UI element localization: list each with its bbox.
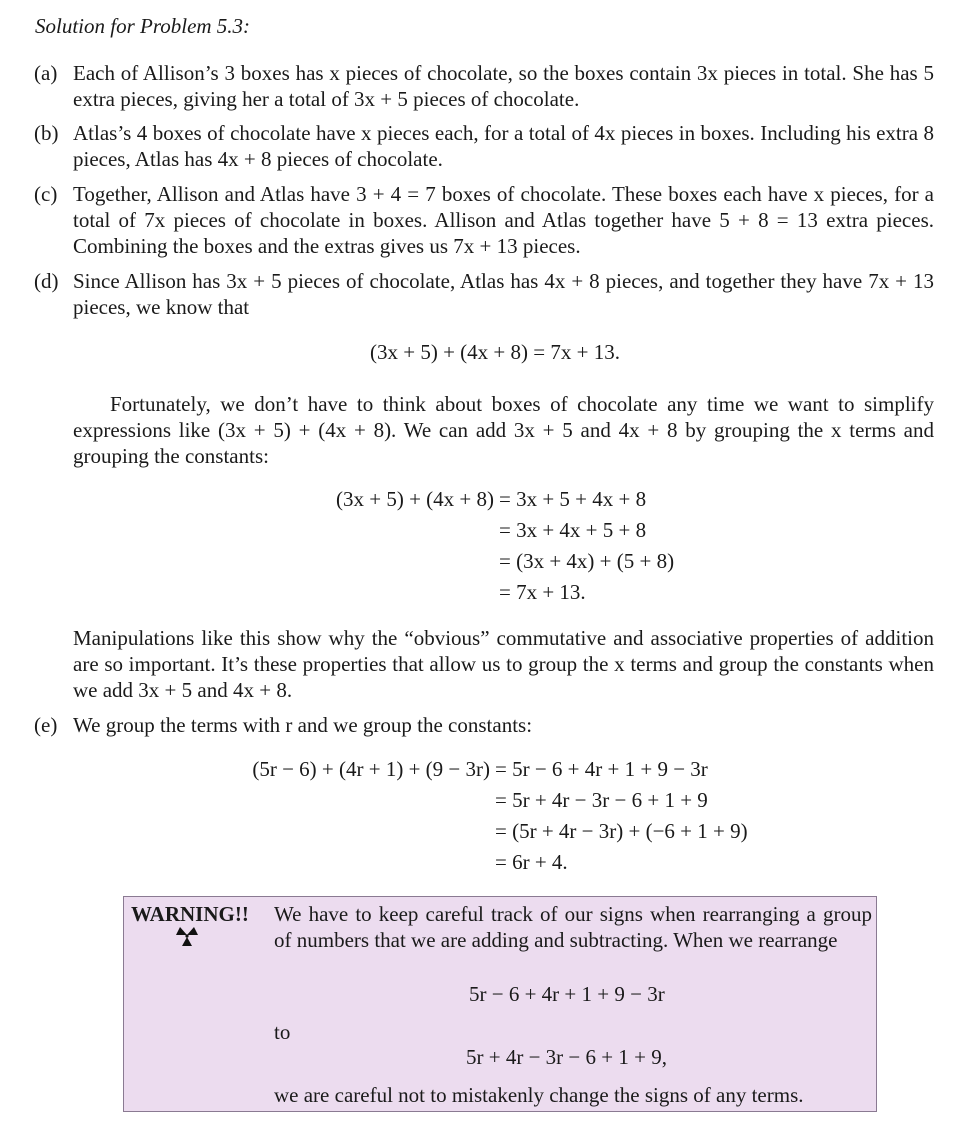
part-text: Atlas’s 4 boxes of chocolate have x pieces each, for a total of 4x pieces in boxes. Including his extra 8 pieces, Atlas has 4x + 8 pieces of chocolate.: [73, 121, 934, 171]
warning-text: We have to keep careful track of our signs when rearranging a group of numbers that we are adding and subtracting. When we rearrange: [274, 902, 872, 952]
equation-rhs: = 6r + 4.: [495, 850, 568, 874]
equation-row: [320, 515, 674, 546]
part-label: (e): [34, 713, 58, 737]
equation-row: [234, 754, 748, 785]
warning-box: [123, 896, 877, 1112]
warning-expression-2: 5r + 4r − 3r − 6 + 1 + 9,: [466, 1045, 667, 1069]
part-b: [34, 120, 934, 172]
paragraph-text: Fortunately, we don’t have to think about boxes of chocolate any time we want to simplify expressions like (3x + 5) + (4x + 8). We can add 3x + 5 and 4x + 8 by grouping the x terms and grouping the constants:: [73, 392, 934, 468]
equation-rhs: = (3x + 4x) + (5 + 8): [499, 549, 675, 573]
warning-label: WARNING!!: [131, 902, 249, 926]
display-equation: (3x + 5) + (4x + 8) = 7x + 13.: [370, 340, 620, 364]
equation-block-d: [320, 484, 674, 608]
equation-row: [320, 577, 674, 608]
part-e: [34, 712, 934, 738]
equation-row: [234, 847, 748, 878]
warning-expression-1: 5r − 6 + 4r + 1 + 9 − 3r: [469, 982, 665, 1006]
equation-row: [234, 816, 748, 847]
equation-lhs: (3x + 5) + (4x + 8): [335, 487, 494, 511]
equation-rhs: = 5r − 6 + 4r + 1 + 9 − 3r: [495, 757, 708, 781]
equation-rhs: = 5r + 4r − 3r − 6 + 1 + 9: [495, 788, 708, 812]
warning-to: to: [274, 1020, 291, 1044]
solution-title: Solution for Problem 5.3:: [35, 14, 251, 38]
part-d-paragraph: [34, 391, 934, 469]
warning-closing: we are careful not to mistakenly change the signs of any terms.: [274, 1083, 804, 1107]
equation-row: [320, 484, 674, 515]
equation-row: [320, 546, 674, 577]
equation-rhs: = 3x + 5 + 4x + 8: [499, 487, 647, 511]
part-d: [34, 268, 934, 320]
part-label: (c): [34, 182, 58, 206]
part-c: [34, 181, 934, 259]
equation-rhs: = 7x + 13.: [499, 580, 586, 604]
equation-block-e: [234, 754, 748, 878]
part-text: Since Allison has 3x + 5 pieces of chocolate, Atlas has 4x + 8 pieces, and together they have 7x + 13 pieces, we know that: [73, 269, 934, 319]
equation-rhs: = (5r + 4r − 3r) + (−6 + 1 + 9): [495, 819, 748, 843]
part-text: We group the terms with r and we group the constants:: [73, 713, 533, 737]
radiation-icon: [176, 925, 198, 947]
paragraph-text: Manipulations like this show why the “obvious” commutative and associative properties of addition are so important. It’s these properties that allow us to group the x terms and group the constants when we add 3x + 5 and 4x + 8.: [73, 626, 934, 702]
part-text: Together, Allison and Atlas have 3 + 4 = 7 boxes of chocolate. These boxes each have x pieces, for a total of 7x pieces of chocolate in boxes. Allison and Atlas together have 5 + 8 = 13 extra pieces. Combining the boxes and the extras gives us 7x + 13 pieces.: [73, 182, 934, 258]
part-d-paragraph-2: [34, 625, 934, 703]
part-label: (a): [34, 61, 58, 85]
equation-rhs: = 3x + 4x + 5 + 8: [499, 518, 647, 542]
part-a: [34, 60, 934, 112]
part-text: Each of Allison’s 3 boxes has x pieces of chocolate, so the boxes contain 3x pieces in total. She has 5 extra pieces, giving her a total of 3x + 5 pieces of chocolate.: [73, 61, 934, 111]
equation-row: [234, 785, 748, 816]
part-label: (b): [34, 121, 59, 145]
equation-lhs: (5r − 6) + (4r + 1) + (9 − 3r): [252, 757, 490, 781]
part-label: (d): [34, 269, 59, 293]
